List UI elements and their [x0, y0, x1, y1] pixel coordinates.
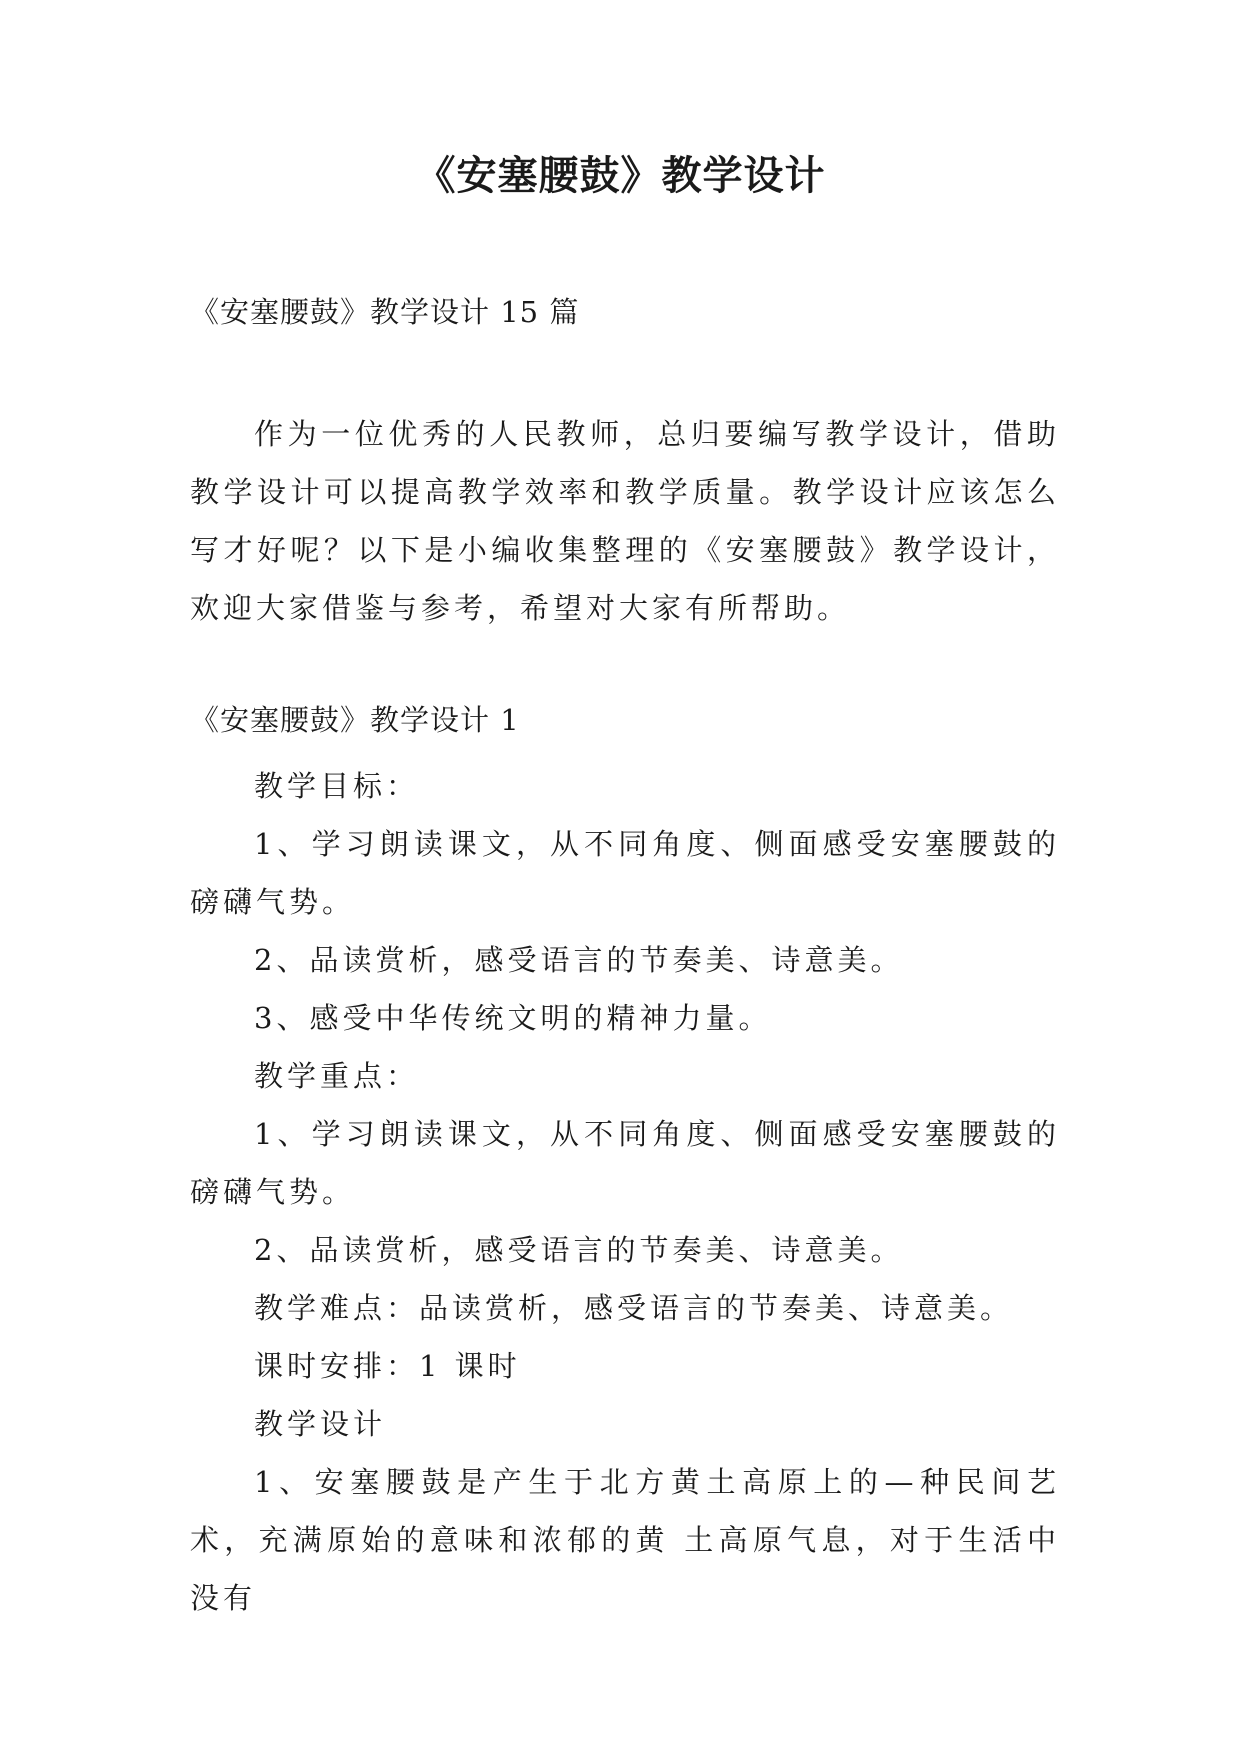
- document-subtitle: 《安塞腰鼓》教学设计 15 篇: [190, 295, 580, 329]
- section-heading: 《安塞腰鼓》教学设计 1: [190, 703, 520, 737]
- paragraph-objective-3: 3、感受中华传统文明的精神力量。: [254, 1001, 772, 1035]
- paragraph-design-heading: 教学设计: [254, 1407, 387, 1441]
- paragraph-difficulty: 教学难点：品读赏析，感受语言的节奏美、诗意美。: [254, 1291, 1014, 1325]
- paragraph-objectives-heading: 教学目标：: [254, 769, 420, 803]
- paragraph-schedule: 课时安排：1 课时: [254, 1349, 521, 1383]
- paragraph-key-point-1: 1、学习朗读课文，从不同角度、侧面感受安塞腰鼓的磅礴气势。: [190, 1117, 1060, 1209]
- paragraph-key-point-2: 2、品读赏析，感受语言的节奏美、诗意美。: [254, 1233, 904, 1267]
- section-1: [190, 700, 1060, 1627]
- paragraph-objective-2: 2、品读赏析，感受语言的节奏美、诗意美。: [254, 943, 904, 977]
- intro-paragraph: 作为一位优秀的人民教师，总归要编写教学设计，借助教学设计可以提高教学效率和教学质量。教学设计应该怎么写才好呢？以下是小编收集整理的《安塞腰鼓》教学设计，欢迎大家借鉴与参考，希望对大家有所帮助。: [190, 417, 1060, 625]
- paragraph-objective-1: 1、学习朗读课文，从不同角度、侧面感受安塞腰鼓的磅礴气势。: [190, 827, 1060, 919]
- paragraph-key-points-heading: 教学重点：: [254, 1059, 420, 1093]
- document-title: 《安塞腰鼓》教学设计: [415, 153, 826, 199]
- paragraph-design-1: 1、安塞腰鼓是产生于北方黄土高原上的—种民间艺术，充满原始的意味和浓郁的黄 土高原气息，对于生活中没有: [190, 1465, 1060, 1615]
